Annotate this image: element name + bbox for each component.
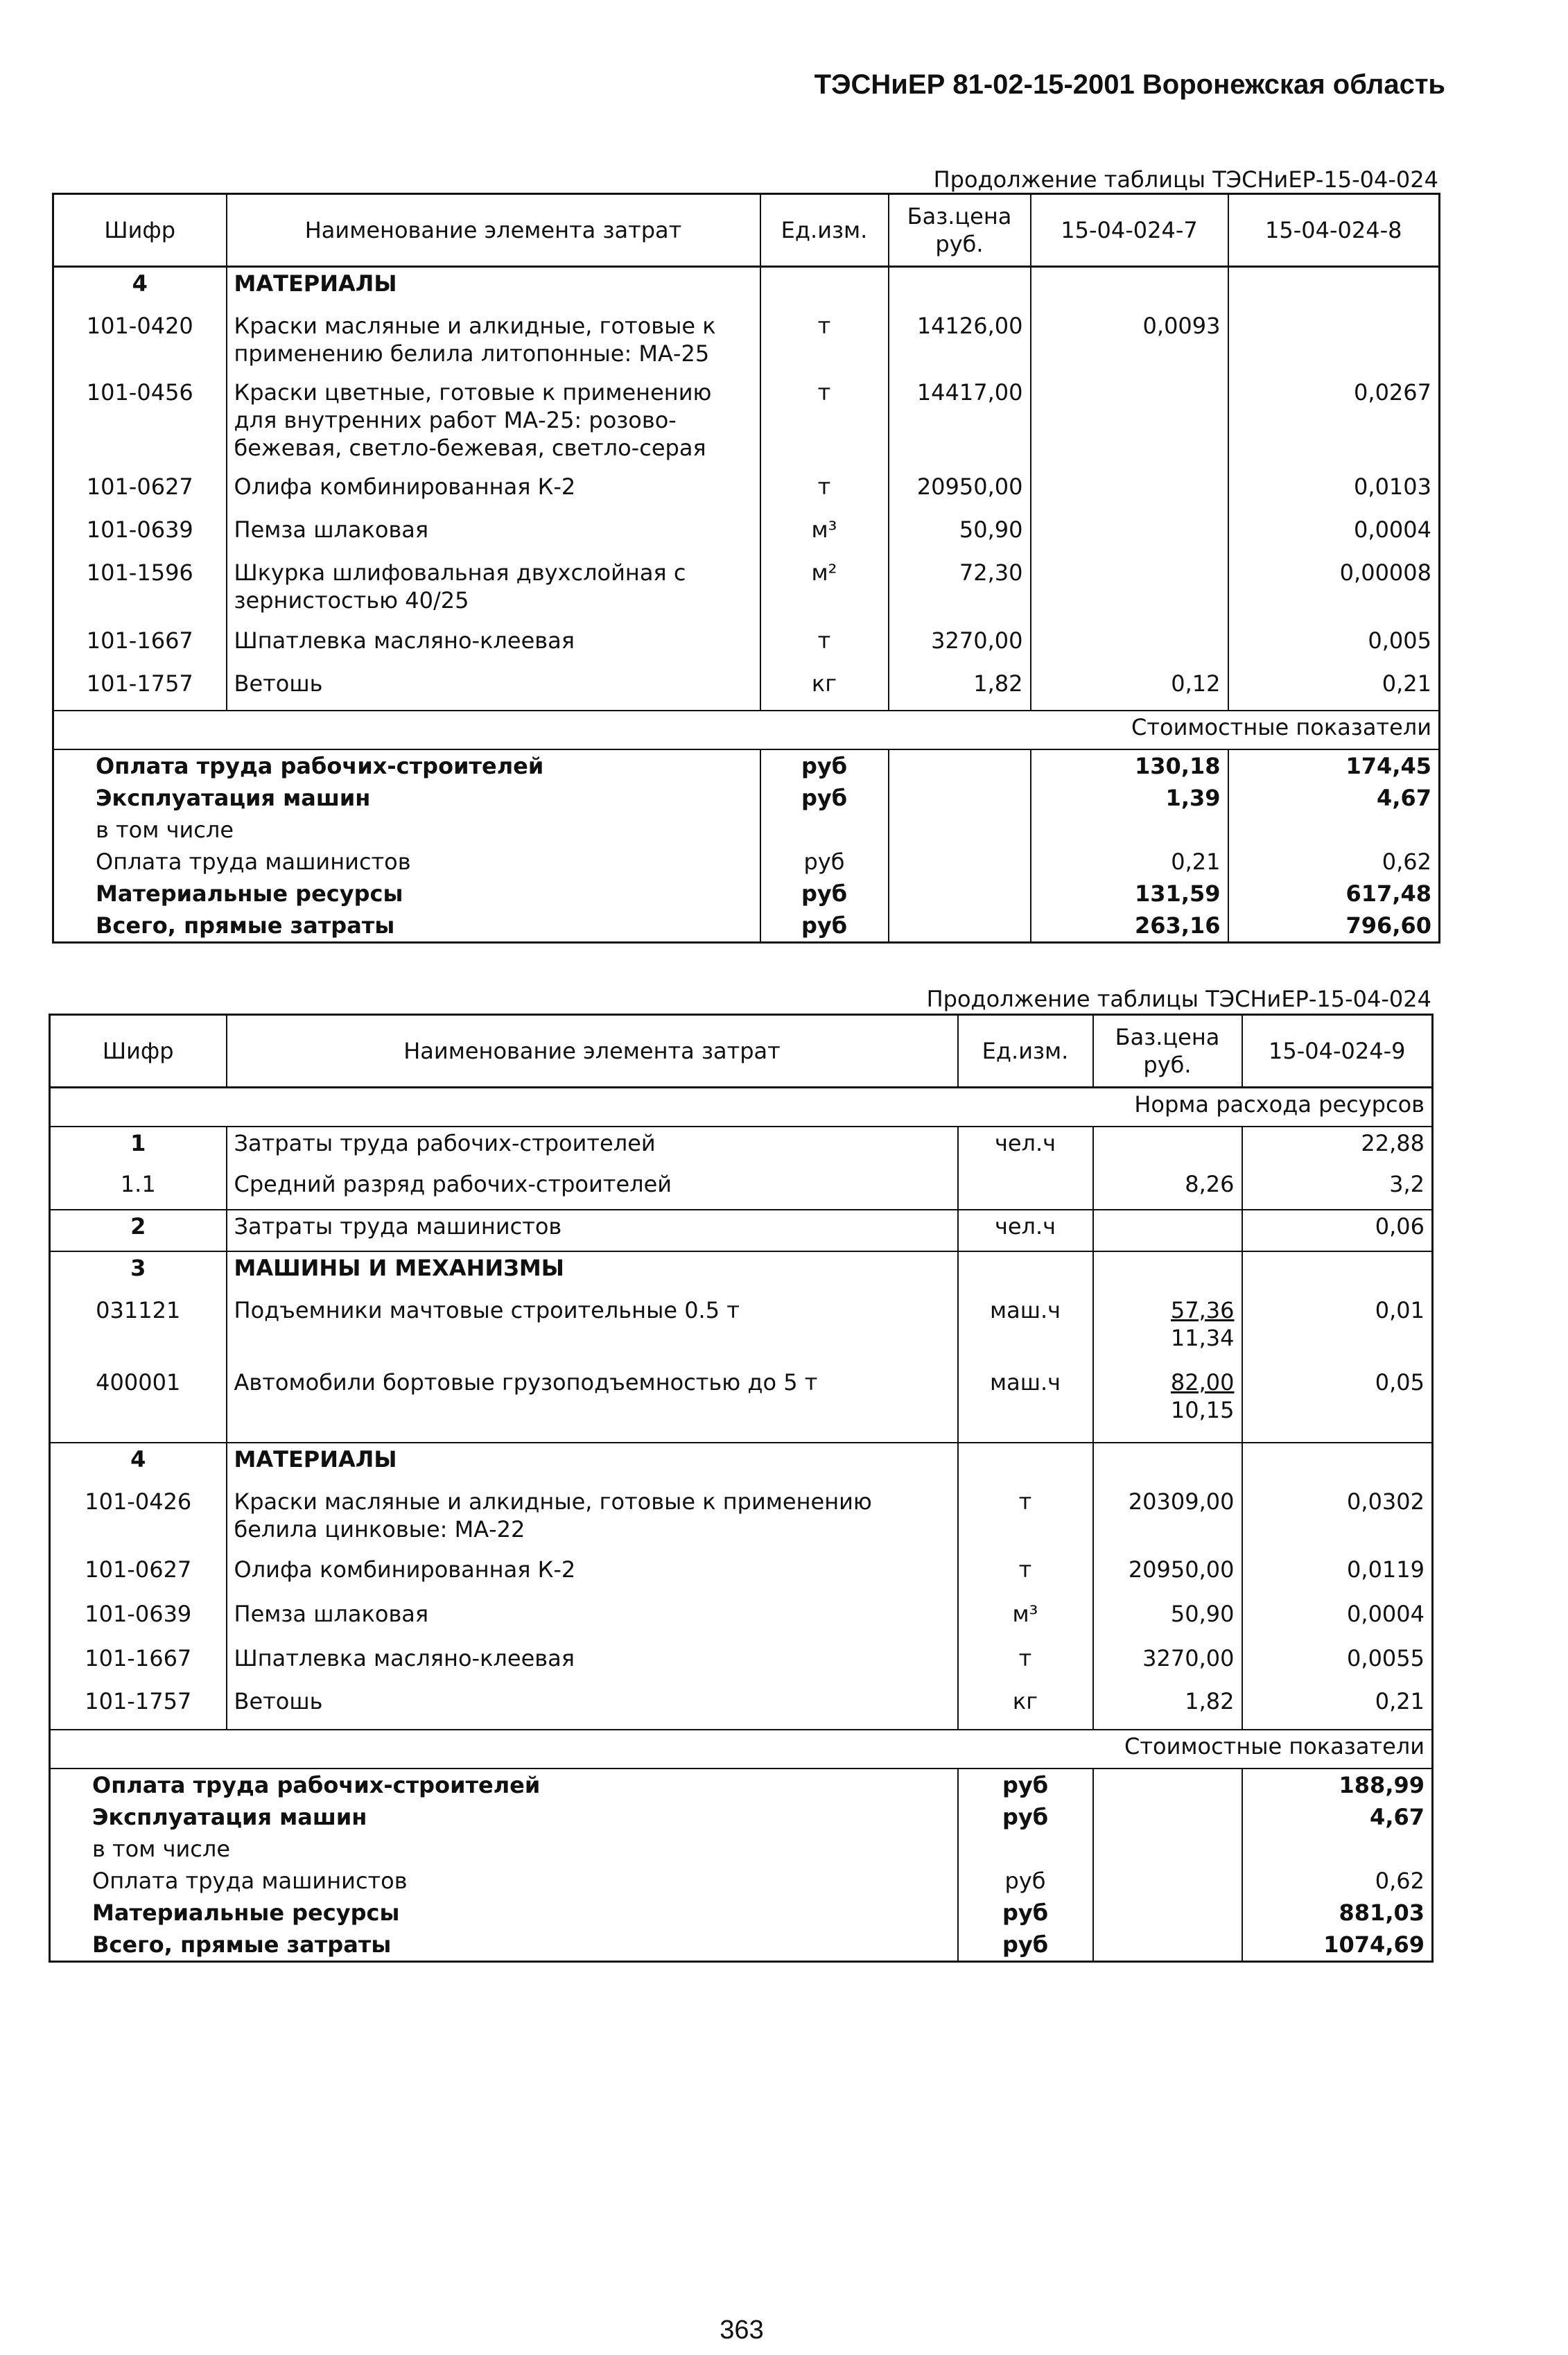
machine-name: Подъемники мачтовые строительные 0.5 т (227, 1294, 958, 1366)
material-v7 (1031, 557, 1228, 625)
material-v8 (1228, 310, 1440, 376)
cost-row (53, 814, 1440, 846)
table1-header-row (53, 194, 1440, 267)
material-name: Краски масляные и алкидные, готовые к применению белила цинковые: МА-22 (227, 1486, 958, 1554)
row-unit: чел.ч (958, 1210, 1093, 1251)
material-v7: 0,0093 (1031, 310, 1228, 376)
cost-v7: 263,16 (1031, 910, 1228, 943)
material-v8: 0,00008 (1228, 557, 1440, 625)
machine-name: Автомобили бортовые грузоподъемностью до 5 т (227, 1366, 958, 1443)
cost-value: 1074,69 (1242, 1929, 1433, 1962)
row-name: Затраты труда рабочих-строителей (227, 1127, 958, 1168)
material-price: 72,30 (889, 557, 1031, 625)
cost-item-label: Материальные ресурсы (53, 878, 760, 910)
material-code: 101-0639 (53, 514, 227, 557)
row-price (1093, 1210, 1242, 1251)
material-price: 14417,00 (889, 376, 1031, 471)
table-row (53, 310, 1440, 376)
row-code: 2 (50, 1210, 227, 1251)
cost-item-label: в том числе (53, 814, 760, 846)
cost-unit: руб (760, 749, 889, 782)
cost-row (50, 1929, 1433, 1962)
cost-item-label: Эксплуатация машин (53, 782, 760, 814)
cost-label: Стоимостные показатели (50, 1730, 1433, 1769)
norm-band (50, 1088, 1433, 1127)
material-v8: 0,0004 (1228, 514, 1440, 557)
cost-unit: руб (760, 878, 889, 910)
material-v7 (1031, 471, 1228, 514)
material-unit: т (958, 1554, 1093, 1598)
cost-unit: руб (958, 1865, 1093, 1897)
material-unit: м² (760, 557, 889, 625)
col-header-v7: 15-04-024-7 (1031, 194, 1228, 267)
material-value: 0,0055 (1242, 1642, 1433, 1685)
material-v7 (1031, 376, 1228, 471)
cost-item-label: Оплата труда машинистов (53, 846, 760, 878)
material-v8: 0,005 (1228, 625, 1440, 668)
row-unit: чел.ч (958, 1127, 1093, 1168)
table-row (53, 557, 1440, 625)
cost-unit: руб (760, 782, 889, 814)
cost-unit: руб (958, 1769, 1093, 1801)
material-price: 50,90 (889, 514, 1031, 557)
table1 (52, 193, 1440, 944)
machine-price-wage: 10,15 (1170, 1396, 1235, 1423)
cost-label: Стоимостные показатели (53, 711, 1440, 749)
cost-row (53, 878, 1440, 910)
material-price: 1,82 (1093, 1685, 1242, 1730)
row-price (1093, 1127, 1242, 1168)
section-row (50, 1443, 1433, 1486)
material-unit: т (958, 1642, 1093, 1685)
material-code: 101-0420 (53, 310, 227, 376)
table-row (50, 1294, 1433, 1366)
col-header-name: Наименование элемента затрат (227, 1015, 958, 1088)
material-v8: 0,0267 (1228, 376, 1440, 471)
material-unit: т (958, 1486, 1093, 1554)
table-row (53, 471, 1440, 514)
cost-item-label: Оплата труда рабочих-строителей (50, 1769, 958, 1801)
col-header-price: Баз.цена руб. (1093, 1015, 1242, 1088)
cost-v7: 130,18 (1031, 749, 1228, 782)
cost-item-label: в том числе (50, 1833, 958, 1865)
material-price: 3270,00 (1093, 1642, 1242, 1685)
material-code: 101-1596 (53, 557, 227, 625)
material-price: 3270,00 (889, 625, 1031, 668)
table-row (50, 1168, 1433, 1210)
cost-item-label: Всего, прямые затраты (53, 910, 760, 943)
section-code: 3 (50, 1251, 227, 1294)
machine-value: 0,01 (1242, 1294, 1433, 1366)
material-code: 101-0426 (50, 1486, 227, 1554)
cost-unit: руб (958, 1801, 1093, 1833)
row-name: Средний разряд рабочих-строителей (227, 1168, 958, 1210)
col-header-name: Наименование элемента затрат (227, 194, 760, 267)
material-unit: т (760, 625, 889, 668)
material-value: 0,0302 (1242, 1486, 1433, 1554)
material-name: Шпатлевка масляно-клеевая (227, 1642, 958, 1685)
table-row (50, 1366, 1433, 1443)
material-price: 20309,00 (1093, 1486, 1242, 1554)
table-row (50, 1598, 1433, 1642)
cost-v8: 174,45 (1228, 749, 1440, 782)
material-unit: т (760, 310, 889, 376)
col-header-v8: 15-04-024-8 (1228, 194, 1440, 267)
cost-row (50, 1897, 1433, 1929)
cost-v8: 0,62 (1228, 846, 1440, 878)
cost-unit: руб (760, 910, 889, 943)
row-value: 3,2 (1242, 1168, 1433, 1210)
machine-price: 57,36 (1170, 1296, 1235, 1323)
row-code: 1 (50, 1127, 227, 1168)
material-name: Шкурка шлифовальная двухслойная с зернистостью 40/25 (227, 557, 760, 625)
cost-row (53, 749, 1440, 782)
material-price: 1,82 (889, 668, 1031, 711)
material-v7 (1031, 625, 1228, 668)
section-name: МАШИНЫ И МЕХАНИЗМЫ (227, 1251, 958, 1294)
cost-v8: 4,67 (1228, 782, 1440, 814)
machine-value: 0,05 (1242, 1366, 1433, 1443)
row-code: 1.1 (50, 1168, 227, 1210)
table-row (50, 1642, 1433, 1685)
col-header-unit: Ед.изм. (760, 194, 889, 267)
section-code: 4 (50, 1443, 227, 1486)
cost-value: 0,62 (1242, 1865, 1433, 1897)
table2-header-row (50, 1015, 1433, 1088)
material-code: 101-0627 (53, 471, 227, 514)
col-header-code: Шифр (53, 194, 227, 267)
table-row (53, 514, 1440, 557)
col-header-code: Шифр (50, 1015, 227, 1088)
material-price: 14126,00 (889, 310, 1031, 376)
material-code: 101-0639 (50, 1598, 227, 1642)
section-name: МАТЕРИАЛЫ (227, 1443, 958, 1486)
material-code: 101-1757 (50, 1685, 227, 1730)
material-name: Ветошь (227, 668, 760, 711)
material-name: Олифа комбинированная К-2 (227, 1554, 958, 1598)
machine-unit: маш.ч (958, 1366, 1093, 1443)
cost-v7: 0,21 (1031, 846, 1228, 878)
cost-row (53, 846, 1440, 878)
material-code: 101-1667 (50, 1642, 227, 1685)
machine-unit: маш.ч (958, 1294, 1093, 1366)
table-row (53, 625, 1440, 668)
cost-v8: 617,48 (1228, 878, 1440, 910)
material-unit: м³ (958, 1598, 1093, 1642)
machine-code: 031121 (50, 1294, 227, 1366)
cost-item-label: Материальные ресурсы (50, 1897, 958, 1929)
page-header: ТЭСНиЕР 81-02-15-2001 Воронежская область (814, 69, 1445, 100)
row-value: 22,88 (1242, 1127, 1433, 1168)
cost-item-label: Оплата труда машинистов (50, 1865, 958, 1897)
col-header-v9: 15-04-024-9 (1242, 1015, 1433, 1088)
material-name: Пемза шлаковая (227, 514, 760, 557)
cost-value: 4,67 (1242, 1801, 1433, 1833)
material-code: 101-0627 (50, 1554, 227, 1598)
machine-code: 400001 (50, 1366, 227, 1443)
cost-unit: руб (760, 846, 889, 878)
cost-unit: руб (958, 1897, 1093, 1929)
material-v7 (1031, 514, 1228, 557)
table-row (50, 1554, 1433, 1598)
cost-row (50, 1801, 1433, 1833)
table1-caption: Продолжение таблицы ТЭСНиЕР-15-04-024 (933, 166, 1438, 193)
row-unit (958, 1168, 1093, 1210)
cost-item-label: Эксплуатация машин (50, 1801, 958, 1833)
material-code: 101-1757 (53, 668, 227, 711)
material-unit: кг (958, 1685, 1093, 1730)
cost-row (50, 1833, 1433, 1865)
cost-item-label: Всего, прямые затраты (50, 1929, 958, 1962)
page-number: 363 (720, 2315, 764, 2345)
machine-price-wage: 11,34 (1170, 1324, 1235, 1351)
cost-row (53, 910, 1440, 943)
material-price: 20950,00 (1093, 1554, 1242, 1598)
cost-band (53, 711, 1440, 749)
row-price: 8,26 (1093, 1168, 1242, 1210)
material-name: Краски цветные, готовые к применению для внутренних работ МА-25: розово-бежевая, светло-бежевая, светло-серая (227, 376, 760, 471)
cost-row (50, 1865, 1433, 1897)
material-v8: 0,0103 (1228, 471, 1440, 514)
cost-unit: руб (958, 1929, 1093, 1962)
table-row (53, 376, 1440, 471)
table-row (50, 1685, 1433, 1730)
table-row (50, 1486, 1433, 1554)
material-unit: м³ (760, 514, 889, 557)
material-code: 101-1667 (53, 625, 227, 668)
table2 (49, 1014, 1434, 1963)
cost-v7: 131,59 (1031, 878, 1228, 910)
col-header-price: Баз.цена руб. (889, 194, 1031, 267)
material-name: Краски масляные и алкидные, готовые к применению белила литопонные: МА-25 (227, 310, 760, 376)
material-unit: т (760, 471, 889, 514)
table-row (50, 1210, 1433, 1251)
section-code: 4 (53, 267, 227, 310)
row-name: Затраты труда машинистов (227, 1210, 958, 1251)
section-row (50, 1251, 1433, 1294)
cost-band (50, 1730, 1433, 1769)
norm-label: Норма расхода ресурсов (50, 1088, 1433, 1127)
table2-caption: Продолжение таблицы ТЭСНиЕР-15-04-024 (926, 986, 1431, 1012)
material-price: 50,90 (1093, 1598, 1242, 1642)
material-value: 0,0119 (1242, 1554, 1433, 1598)
cost-value: 881,03 (1242, 1897, 1433, 1929)
material-value: 0,21 (1242, 1685, 1433, 1730)
cost-v7: 1,39 (1031, 782, 1228, 814)
section-name: МАТЕРИАЛЫ (227, 267, 760, 310)
material-name: Шпатлевка масляно-клеевая (227, 625, 760, 668)
material-code: 101-0456 (53, 376, 227, 471)
cost-value: 188,99 (1242, 1769, 1433, 1801)
material-v7: 0,12 (1031, 668, 1228, 711)
material-name: Пемза шлаковая (227, 1598, 958, 1642)
material-unit: т (760, 376, 889, 471)
section-row (53, 267, 1440, 310)
cost-row (53, 782, 1440, 814)
col-header-unit: Ед.изм. (958, 1015, 1093, 1088)
material-price: 20950,00 (889, 471, 1031, 514)
material-value: 0,0004 (1242, 1598, 1433, 1642)
table-row (50, 1127, 1433, 1168)
material-name: Ветошь (227, 1685, 958, 1730)
material-v8: 0,21 (1228, 668, 1440, 711)
cost-v8: 796,60 (1228, 910, 1440, 943)
material-name: Олифа комбинированная К-2 (227, 471, 760, 514)
table-row (53, 668, 1440, 711)
material-unit: кг (760, 668, 889, 711)
row-value: 0,06 (1242, 1210, 1433, 1251)
machine-price: 82,00 (1170, 1368, 1235, 1396)
cost-item-label: Оплата труда рабочих-строителей (53, 749, 760, 782)
cost-row (50, 1769, 1433, 1801)
